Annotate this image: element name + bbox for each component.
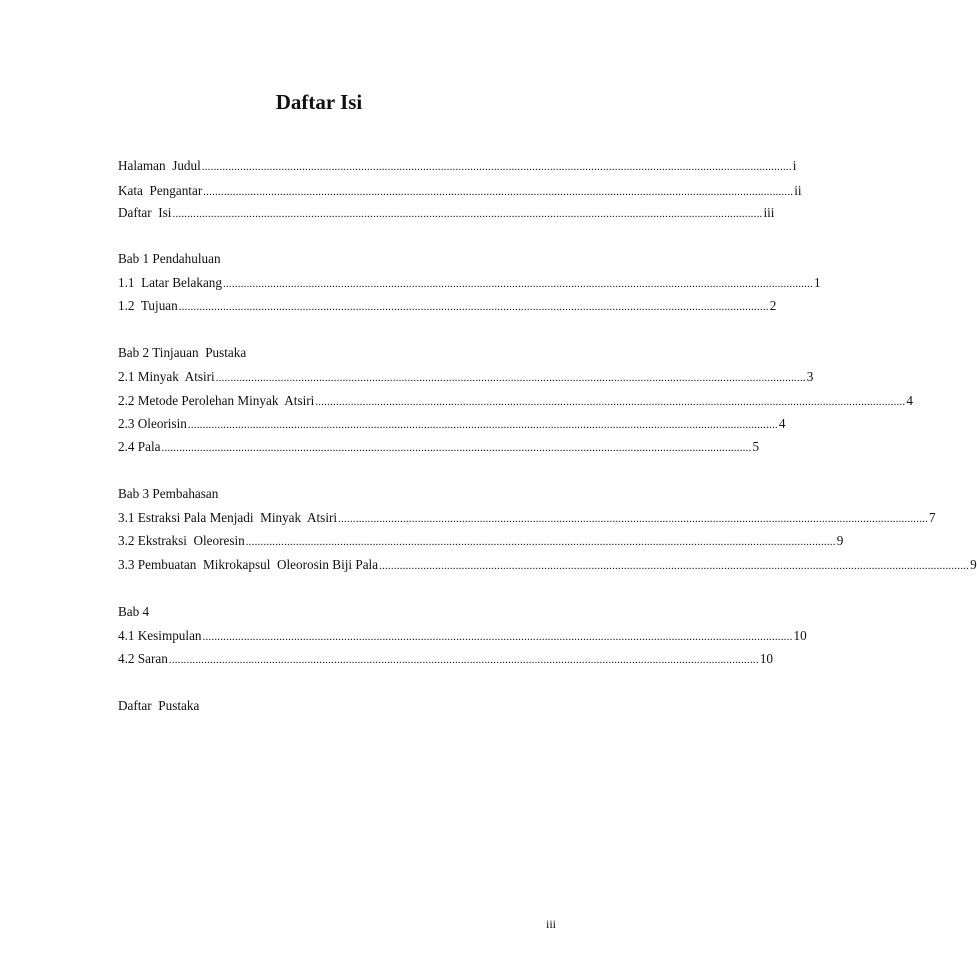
toc-entry-3-1 bbox=[118, 509, 936, 527]
toc-entry-1-2 bbox=[118, 297, 777, 315]
toc-entry-page: 3 bbox=[806, 369, 814, 384]
toc-entry-label: 4.1 Kesimpulan bbox=[118, 628, 202, 643]
page-number: iii bbox=[545, 917, 556, 931]
chapter-heading-daftar-pustaka: Daftar Pustaka bbox=[118, 698, 200, 713]
toc-entry-page: 4 bbox=[778, 416, 786, 431]
page-title: Daftar Isi bbox=[275, 90, 363, 114]
toc-entry-label: 2.4 Pala bbox=[118, 439, 161, 454]
toc-entry-label: Daftar Isi bbox=[118, 205, 172, 220]
toc-entry-page: 10 bbox=[759, 651, 773, 666]
chapter-heading-bab2: Bab 2 Tinjauan Pustaka bbox=[118, 345, 247, 360]
toc-entry-label: 3.3 Pembuatan Mikrokapsul Oleorosin Biji Pala bbox=[118, 557, 379, 572]
chapter-heading-bab1: Bab 1 Pendahuluan bbox=[118, 251, 221, 266]
toc-entry-halaman-judul bbox=[118, 157, 797, 175]
dot-leader: ........................................................................................................................................................................................................ bbox=[178, 301, 769, 313]
dot-leader: ........................................................................................................................................................................................................ bbox=[215, 372, 806, 384]
dot-leader: ........................................................................................................................................................................................................ bbox=[379, 560, 970, 572]
dot-leader: ........................................................................................................................................................................................................ bbox=[338, 513, 929, 525]
toc-entry-label: 4.2 Saran bbox=[118, 651, 168, 666]
toc-entry-page: 10 bbox=[793, 628, 807, 643]
toc-entry-page: 4 bbox=[906, 393, 913, 408]
toc-entry-4-1 bbox=[118, 627, 807, 645]
toc-entry-page: 9 bbox=[970, 557, 977, 572]
toc-entry-2-2 bbox=[118, 392, 913, 410]
toc-entry-kata-pengantar bbox=[118, 182, 802, 200]
toc-entry-1-1 bbox=[118, 274, 821, 292]
toc-entry-label: 2.2 Metode Perolehan Minyak Atsiri bbox=[118, 393, 315, 408]
toc-entry-daftar-isi bbox=[118, 204, 775, 222]
dot-leader: ........................................................................................................................................................................................................ bbox=[172, 208, 763, 220]
toc-entry-label: 1.1 Latar Belakang bbox=[118, 275, 222, 290]
chapter-heading-bab3: Bab 3 Pembahasan bbox=[118, 486, 219, 501]
toc-entry-label: Kata Pengantar bbox=[118, 183, 203, 198]
toc-entry-3-2 bbox=[118, 532, 844, 550]
dot-leader: ........................................................................................................................................................................................................ bbox=[245, 536, 836, 548]
toc-entry-4-2 bbox=[118, 650, 773, 668]
chapter-heading-bab4: Bab 4 bbox=[118, 604, 150, 619]
toc-entry-label: 2.1 Minyak Atsiri bbox=[118, 369, 215, 384]
toc-entry-page: 5 bbox=[752, 439, 760, 454]
dot-leader: ........................................................................................................................................................................................................ bbox=[168, 654, 759, 666]
dot-leader: ........................................................................................................................................................................................................ bbox=[201, 161, 792, 173]
toc-entry-page: 9 bbox=[836, 533, 844, 548]
toc-entry-label: 1.2 Tujuan bbox=[118, 298, 178, 313]
dot-leader: ........................................................................................................................................................................................................ bbox=[161, 442, 752, 454]
toc-entry-2-1 bbox=[118, 368, 814, 386]
toc-entry-label: Halaman Judul bbox=[118, 158, 201, 173]
dot-leader: ........................................................................................................................................................................................................ bbox=[223, 278, 813, 290]
toc-entry-page: iii bbox=[763, 205, 775, 220]
dot-leader: ........................................................................................................................................................................................................ bbox=[202, 631, 793, 643]
toc-entry-3-3 bbox=[118, 556, 977, 574]
toc-entry-label: 2.3 Oleorisin bbox=[118, 416, 187, 431]
toc-entry-page: 2 bbox=[769, 298, 777, 313]
toc-entry-label: 3.2 Ekstraksi Oleoresin bbox=[118, 533, 245, 548]
toc-entry-page: i bbox=[792, 158, 797, 173]
dot-leader: ........................................................................................................................................................................................................ bbox=[187, 419, 778, 431]
dot-leader: ........................................................................................................................................................................................................ bbox=[315, 396, 906, 408]
toc-entry-page: 7 bbox=[929, 510, 936, 525]
toc-entry-page: ii bbox=[794, 183, 802, 198]
toc-entry-page: 1 bbox=[814, 275, 821, 290]
dot-leader: ........................................................................................................................................................................................................ bbox=[203, 186, 794, 198]
toc-entry-label: 3.1 Estraksi Pala Menjadi Minyak Atsiri bbox=[118, 510, 338, 525]
toc-entry-2-3 bbox=[118, 415, 786, 433]
toc-entry-2-4 bbox=[118, 438, 760, 456]
